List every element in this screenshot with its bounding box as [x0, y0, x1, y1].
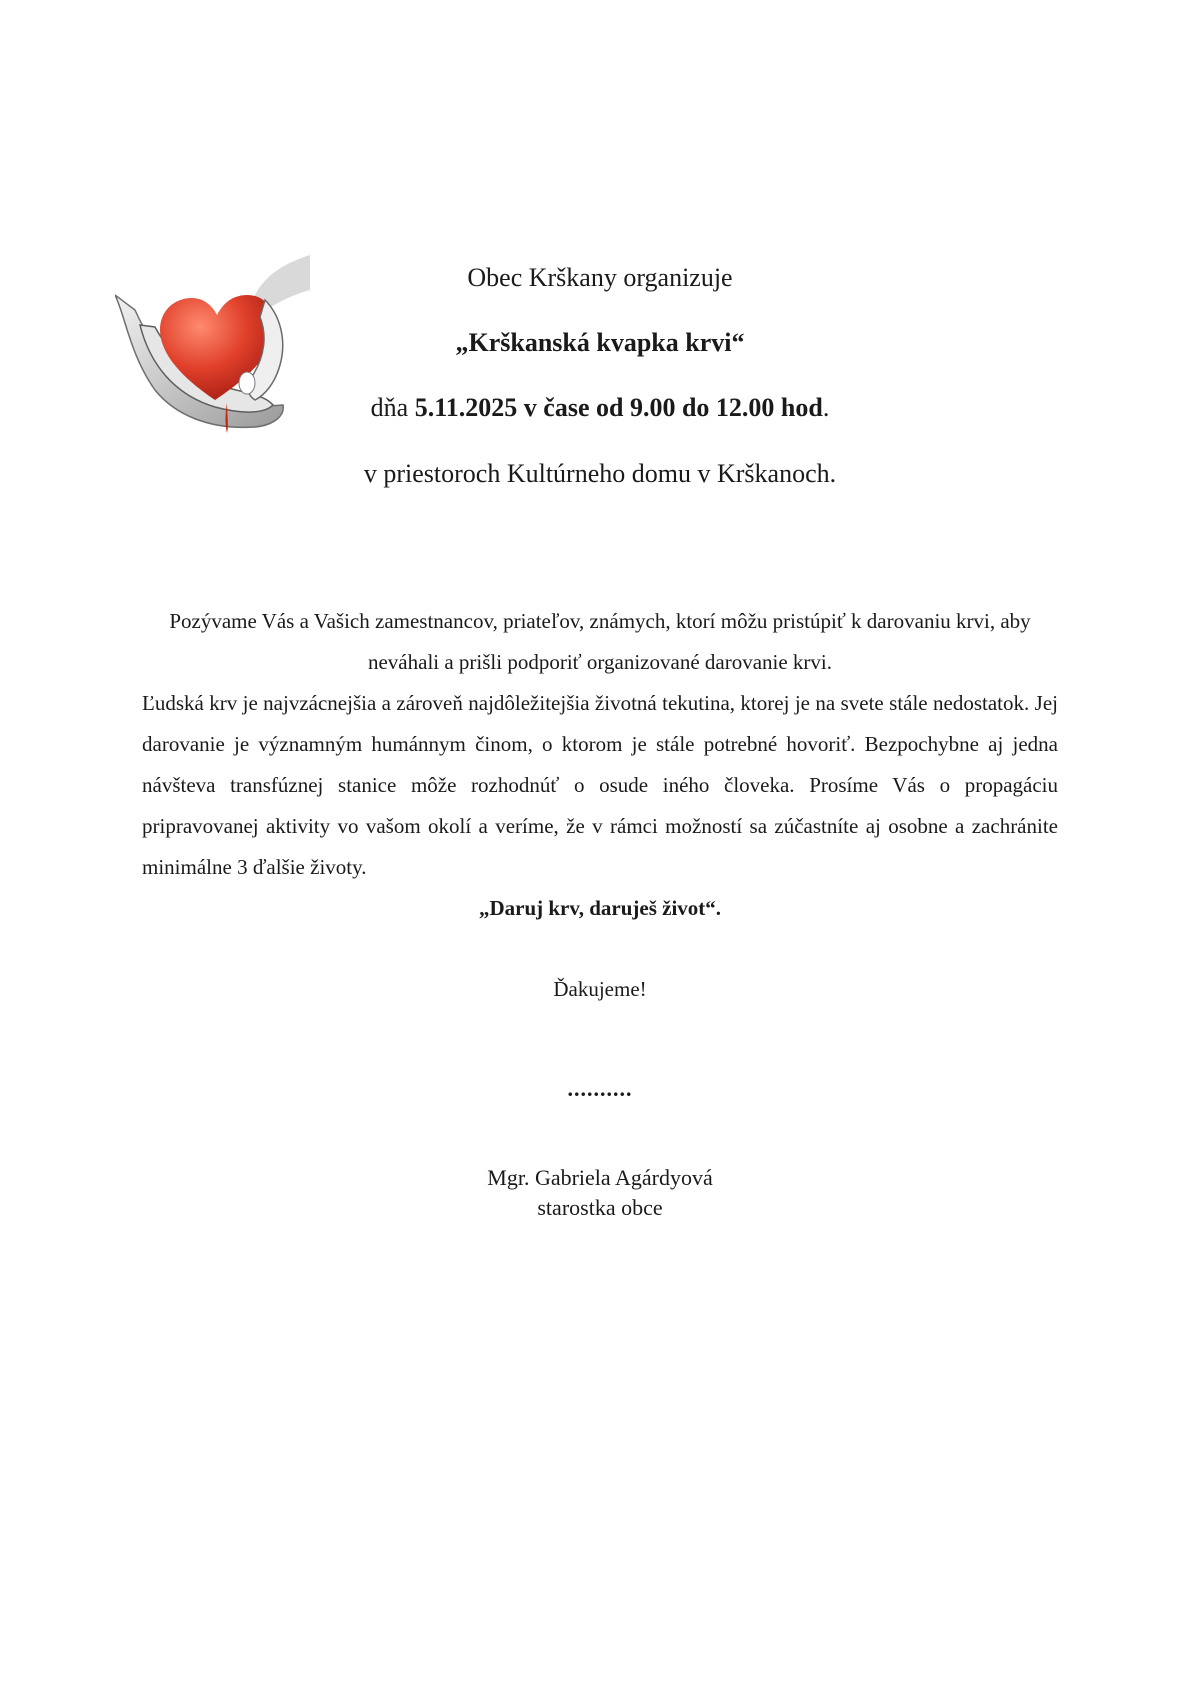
intro-paragraph: Pozývame Vás a Vašich zamestnancov, priateľov, známych, ktorí môžu pristúpiť k darovaniu krvi, aby neváhali a prišli podporiť organizované darovanie krvi.	[169, 609, 1031, 674]
thanks-text: Ďakujeme!	[553, 977, 647, 1001]
date-suffix: .	[822, 393, 830, 422]
organizer-line: Obec Krškany organizuje	[467, 263, 733, 292]
signatory-name: Mgr. Gabriela Agárdyová	[487, 1165, 713, 1190]
event-title: „Krškanská kvapka krvi“	[455, 328, 745, 357]
main-paragraph: Ľudská krv je najvzácnejšia a zároveň najdôležitejšia životná tekutina, ktorej je na svete stále nedostatok. Jej darovanie je významným humánnym činom, o ktorom je stále potrebné hovoriť. Bezpochybne aj jedna návšteva transfúznej stanice môže rozhodnúť o osude iného človeka. Prosíme Vás o propagáciu pripravovanej aktivity vo vašom okolí a veríme, že v rámci možností sa zúčastníte aj osobne a zachránite minimálne 3 ďalšie životy.	[142, 691, 1058, 879]
event-date	[200, 392, 1000, 424]
event-place: v priestoroch Kultúrneho domu v Krškanoch.	[363, 459, 837, 488]
signatory-role: starostka obce	[537, 1195, 663, 1220]
date-time: 5.11.2025 v čase od 9.00 do 12.00 hod	[414, 393, 823, 422]
slogan: „Daruj krv, daruješ život“.	[478, 896, 722, 920]
signature-dots: ..........	[567, 1076, 633, 1101]
date-prefix: dňa	[370, 393, 415, 422]
